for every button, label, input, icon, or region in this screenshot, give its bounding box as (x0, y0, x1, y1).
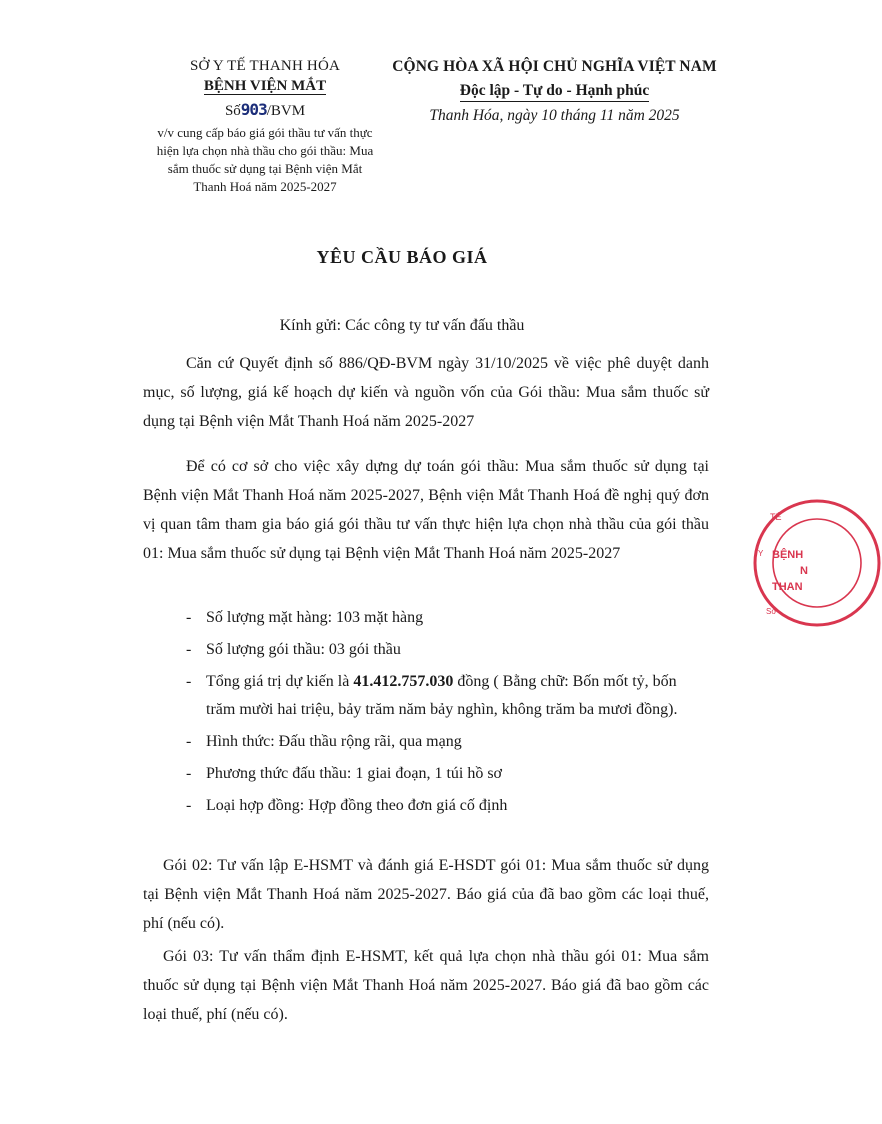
document-date (372, 107, 737, 125)
paragraph-basis (143, 349, 709, 436)
list-item-text: Tổng giá trị dự kiến là (206, 673, 354, 690)
paragraph-package-03-text: Gói 03: Tư vấn thẩm định E-HSMT, kết quả lựa chọn nhà thầu gói 01: Mua sắm thuốc sử dụng tại Bệnh viện Mắt Thanh Hoá năm 2025-2027. Báo giá đã bao gồm các loại thuế, phí (nếu có). (143, 948, 709, 1023)
document-number (150, 100, 380, 120)
seal-text-3: THAN (772, 581, 803, 593)
national-motto (372, 82, 737, 100)
seal-text-6: Sở (766, 607, 777, 616)
list-item (176, 604, 709, 632)
paragraph-package-02 (143, 851, 709, 938)
hospital-name-text: BỆNH VIỆN MẮT (203, 78, 327, 94)
list-dash: - (186, 765, 192, 782)
seal-text-4: Y (758, 549, 764, 558)
list-item (176, 760, 709, 788)
package-details-list (176, 604, 709, 824)
date-day: 10 (541, 107, 557, 124)
seal-text-1: BỆNH (772, 549, 804, 561)
seal-text-5: TẾ (770, 512, 782, 522)
date-year: năm 2025 (618, 107, 680, 124)
paragraph-package-02-text: Gói 02: Tư vấn lập E-HSMT và đánh giá E-HSDT gói 01: Mua sắm thuốc sử dụng tại Bệnh viện Mắt Thanh Hoá năm 2025-2027. Báo giá của đã bao gồm các loại thuế, phí (nếu có). (143, 857, 709, 932)
document-number-suffix: /BVM (266, 103, 306, 119)
seal-text-2: N (800, 565, 808, 577)
list-item (176, 668, 709, 724)
list-dash: - (186, 673, 192, 690)
document-subject: v/v cung cấp báo giá gói thầu tư vấn thực hiện lựa chọn nhà thầu cho gói thầu: Mua sắm thuốc sử dụng tại Bệnh viện Mắt Thanh Hoá năm 2025-2027 (156, 125, 374, 194)
greeting: Kính gửi: Các công ty tư vấn đấu thầu (279, 317, 525, 334)
date-month: 11 (599, 107, 615, 124)
hospital-name (150, 78, 380, 95)
list-item-text: Loại hợp đồng: Hợp đồng theo đơn giá cố định (206, 797, 508, 814)
list-item (176, 728, 709, 756)
list-item-text: Hình thức: Đấu thầu rộng rãi, qua mạng (206, 733, 462, 750)
list-dash: - (186, 733, 192, 750)
paragraph-request (143, 452, 709, 568)
list-dash: - (186, 641, 192, 658)
list-item-text: Số lượng gói thầu: 03 gói thầu (206, 641, 401, 658)
document-number-prefix: Số (224, 103, 241, 119)
date-month-label: tháng (560, 107, 596, 124)
list-dash: - (186, 797, 192, 814)
list-item-text: đồng ( Bằng chữ: Bốn mốt tỷ, bốn trăm mười hai triệu, bảy trăm năm bảy nghìn, không trăm ba mươi đồng). (206, 673, 678, 718)
list-item-text: Phương thức đấu thầu: 1 giai đoạn, 1 túi hồ sơ (206, 765, 503, 782)
document-number-value: 903 (240, 100, 267, 119)
national-motto-text: Độc lập - Tự do - Hạnh phúc (460, 82, 649, 102)
issuing-authority: SỞ Y TẾ THANH HÓA (189, 58, 341, 74)
list-item (176, 636, 709, 664)
paragraph-package-03 (143, 942, 709, 1029)
paragraph-request-text: Để có cơ sở cho việc xây dựng dự toán gói thầu: Mua sắm thuốc sử dụng tại Bệnh viện Mắt Thanh Hoá năm 2025-2027, Bệnh viện Mắt Thanh Hoá đề nghị quý đơn vị quan tâm tham gia báo giá gói thầu tư vấn thực hiện lựa chọn nhà thầu của gói thầu 01: Mua sắm thuốc sử dụng tại Bệnh viện Mắt Thanh Hoá năm 2025-2027 (143, 458, 709, 562)
national-title: CỘNG HÒA XÃ HỘI CHỦ NGHĨA VIỆT NAM (392, 58, 717, 75)
list-dash: - (186, 609, 192, 626)
list-item (176, 792, 709, 820)
official-seal (752, 498, 882, 628)
total-value-amount: 41.412.757.030 (353, 673, 454, 690)
date-place: Thanh Hóa, ngày (429, 107, 538, 124)
list-item-text: Số lượng mặt hàng: 103 mặt hàng (206, 609, 424, 626)
document-title: YÊU CẦU BÁO GIÁ (316, 247, 488, 267)
paragraph-basis-text: Căn cứ Quyết định số 886/QĐ-BVM ngày 31/10/2025 về việc phê duyệt danh mục, số lượng, giá kế hoạch dự kiến và nguồn vốn của Gói thầu: Mua sắm thuốc sử dụng tại Bệnh viện Mắt Thanh Hoá năm 2025-2027 (143, 355, 709, 430)
